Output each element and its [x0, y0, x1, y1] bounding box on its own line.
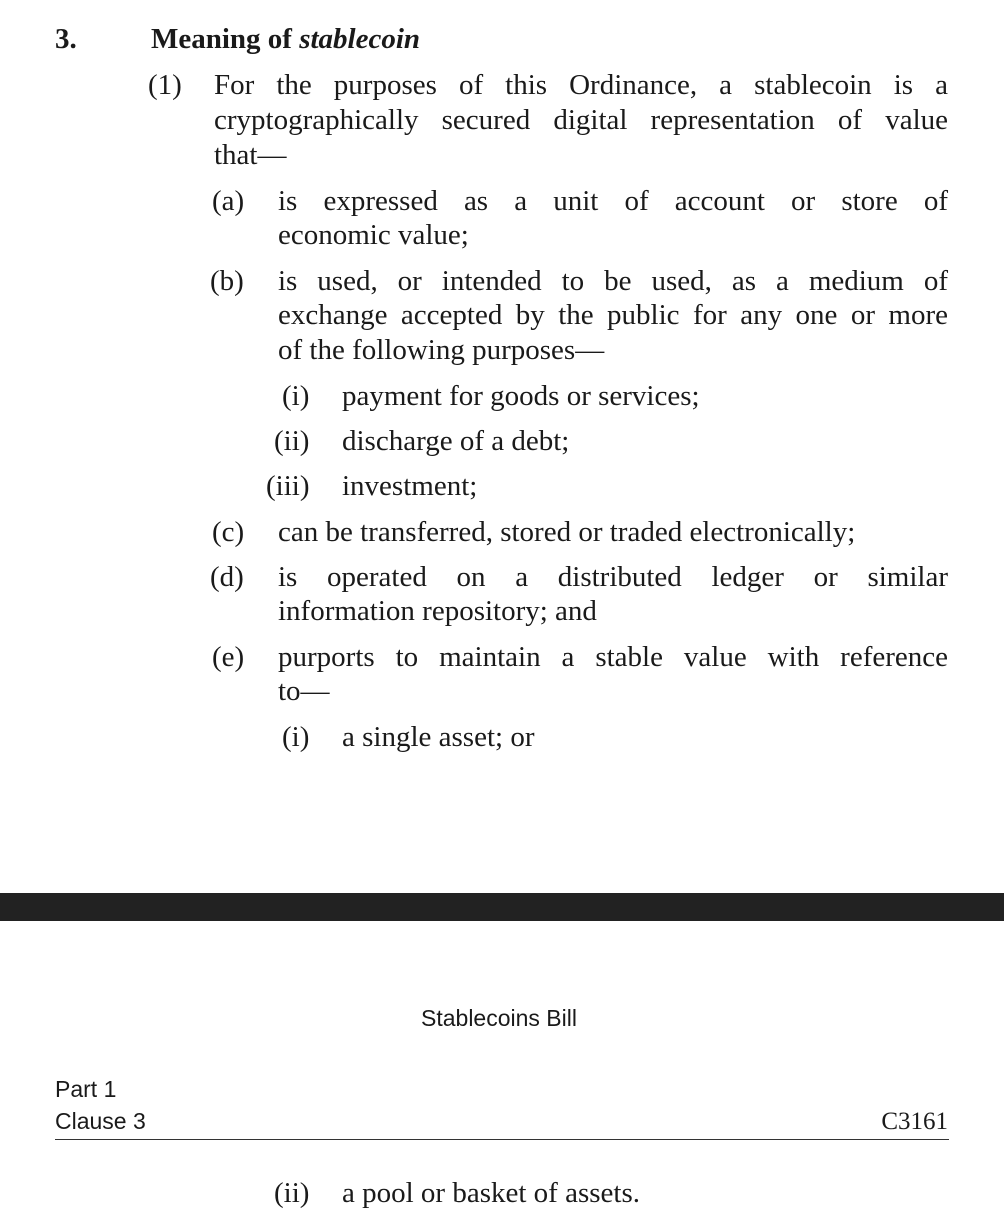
section-title: [151, 22, 420, 57]
section-title-term: stablecoin: [299, 23, 421, 55]
paragraph-b-line-3: of the following purposes—: [278, 334, 605, 366]
paragraph-d-label: (d): [210, 561, 244, 593]
paragraph-e-line-1: purports to maintain a stable value with reference: [278, 641, 948, 673]
paragraph-d-line-1: is operated on a distributed ledger or similar: [278, 561, 948, 593]
b-item-3-label: (iii): [266, 470, 310, 502]
paragraph-a-label: (a): [212, 185, 245, 217]
e-item-1-label: (i): [282, 721, 310, 753]
e-item-2-text: a pool or basket of assets.: [342, 1177, 640, 1209]
paragraph-e-line-2: to—: [278, 675, 330, 707]
paragraph-c-line-1: can be transferred, stored or traded electronically;: [278, 516, 856, 548]
header-clause: Clause 3: [55, 1108, 146, 1134]
paragraph-b-label: (b): [210, 265, 244, 297]
e-item-1-text: a single asset; or: [342, 721, 535, 753]
bill-title: Stablecoins Bill: [421, 1005, 577, 1031]
section-title-prefix: Meaning of: [151, 23, 300, 55]
paragraph-b-line-1: is used, or intended to be used, as a medium of: [278, 265, 948, 297]
page-break-divider: [0, 893, 1004, 921]
page-number: C3161: [881, 1108, 948, 1135]
subsection-line-1: For the purposes of this Ordinance, a stablecoin is a: [214, 69, 948, 101]
e-item-2-label: (ii): [274, 1177, 310, 1209]
subsection-line-2: cryptographically secured digital representation of value: [214, 104, 948, 136]
paragraph-a-line-1: is expressed as a unit of account or store of: [278, 185, 948, 217]
paragraph-b-line-2: exchange accepted by the public for any one or more: [278, 299, 948, 331]
b-item-2-label: (ii): [274, 425, 310, 457]
paragraph-a-line-2: economic value;: [278, 219, 469, 251]
subsection-line-3: that—: [214, 139, 287, 171]
b-item-2-text: discharge of a debt;: [342, 425, 570, 457]
paragraph-e-label: (e): [212, 641, 245, 673]
b-item-1-label: (i): [282, 380, 310, 412]
header-rule: [55, 1139, 949, 1140]
paragraph-d-line-2: information repository; and: [278, 595, 597, 627]
header-part: Part 1: [55, 1076, 117, 1102]
subsection-label: (1): [148, 69, 182, 101]
paragraph-c-label: (c): [212, 516, 245, 548]
section-number: 3.: [55, 23, 77, 55]
b-item-1-text: payment for goods or services;: [342, 380, 700, 412]
b-item-3-text: investment;: [342, 470, 478, 502]
